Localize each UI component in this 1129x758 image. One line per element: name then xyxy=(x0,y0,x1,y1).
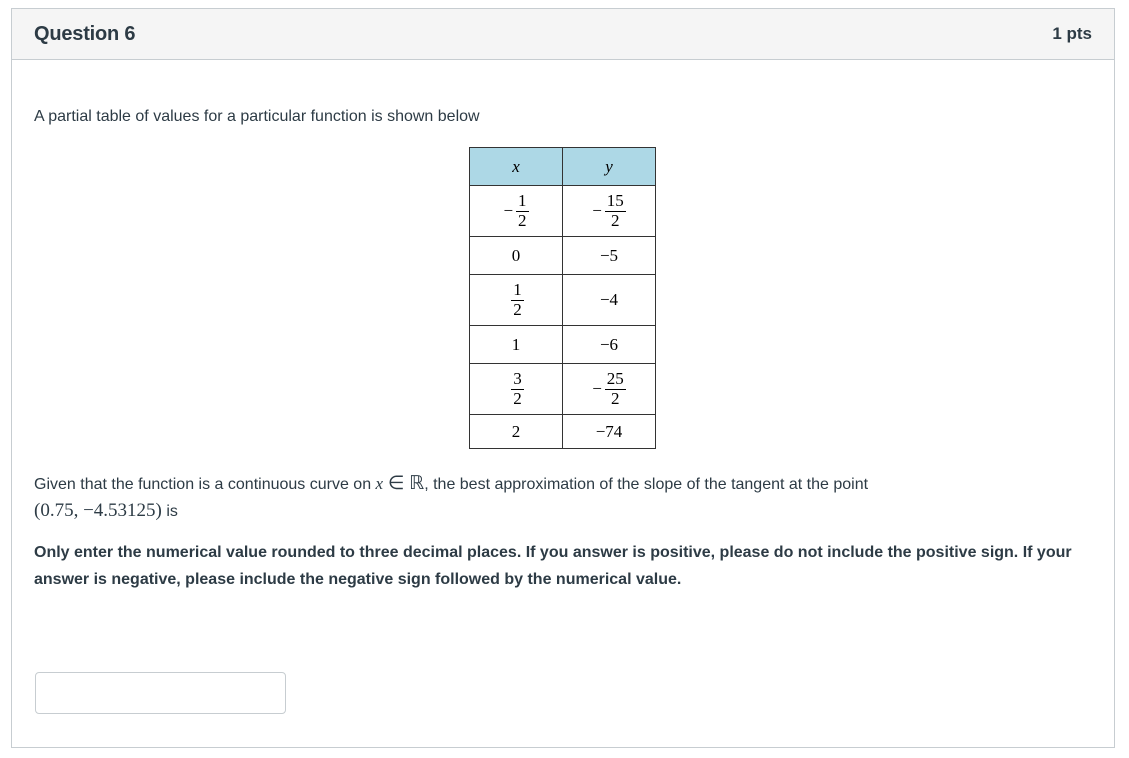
table-row xyxy=(470,415,656,449)
table-header-y: y xyxy=(563,148,656,186)
math-set: ∈ ℝ xyxy=(383,473,425,494)
table-cell-y: −74 xyxy=(563,415,656,449)
table-cell-x xyxy=(470,275,563,326)
question-title: Question 6 xyxy=(34,22,136,45)
math-variable: x xyxy=(375,474,384,493)
table-cell-x: 0 xyxy=(470,237,563,275)
table-row xyxy=(470,186,656,237)
fraction: − $\frac{25}{2}$ xyxy=(592,368,624,408)
table-row xyxy=(470,237,656,275)
table-header-x: x xyxy=(470,148,563,186)
table-header-row xyxy=(470,148,656,186)
question-header xyxy=(12,9,1114,60)
question-points: 1 pts xyxy=(1052,24,1092,43)
table-row xyxy=(470,275,656,326)
math-point: (0.75, −4.53125) xyxy=(34,500,162,521)
table-cell-y xyxy=(563,186,656,237)
values-table xyxy=(469,147,656,449)
question-intro: A partial table of values for a particular function is shown below xyxy=(34,108,480,125)
fraction: $\frac{3}{2}$ xyxy=(513,368,522,408)
table-cell-y: −6 xyxy=(563,326,656,364)
question-card xyxy=(11,8,1115,748)
table-cell-y: −5 xyxy=(563,237,656,275)
table-cell-y xyxy=(563,364,656,415)
answer-input[interactable] xyxy=(35,672,286,714)
table-row xyxy=(470,364,656,415)
table-cell-x: 2 xyxy=(470,415,563,449)
fraction: − $\frac{1}{2}$ xyxy=(503,190,527,230)
table-cell-x xyxy=(470,186,563,237)
question-prompt: Given that the function is a continuous curve on x ∈ ℝ, the best approximation of the slope of the tangent at the point (0.75, −4.53125) is xyxy=(34,473,869,521)
table-cell-x xyxy=(470,364,563,415)
table-row xyxy=(470,326,656,364)
table-cell-y: −4 xyxy=(563,275,656,326)
answer-instructions: Only enter the numerical value rounded to three decimal places. If you answer is positive, please do not include the positive sign. If your answer is negative, please include the negative sign followed by the numerical value. xyxy=(34,544,1072,588)
fraction: $\frac{1}{2}$ xyxy=(513,279,522,319)
table-cell-x: 1 xyxy=(470,326,563,364)
fraction: − $\frac{15}{2}$ xyxy=(592,190,624,230)
